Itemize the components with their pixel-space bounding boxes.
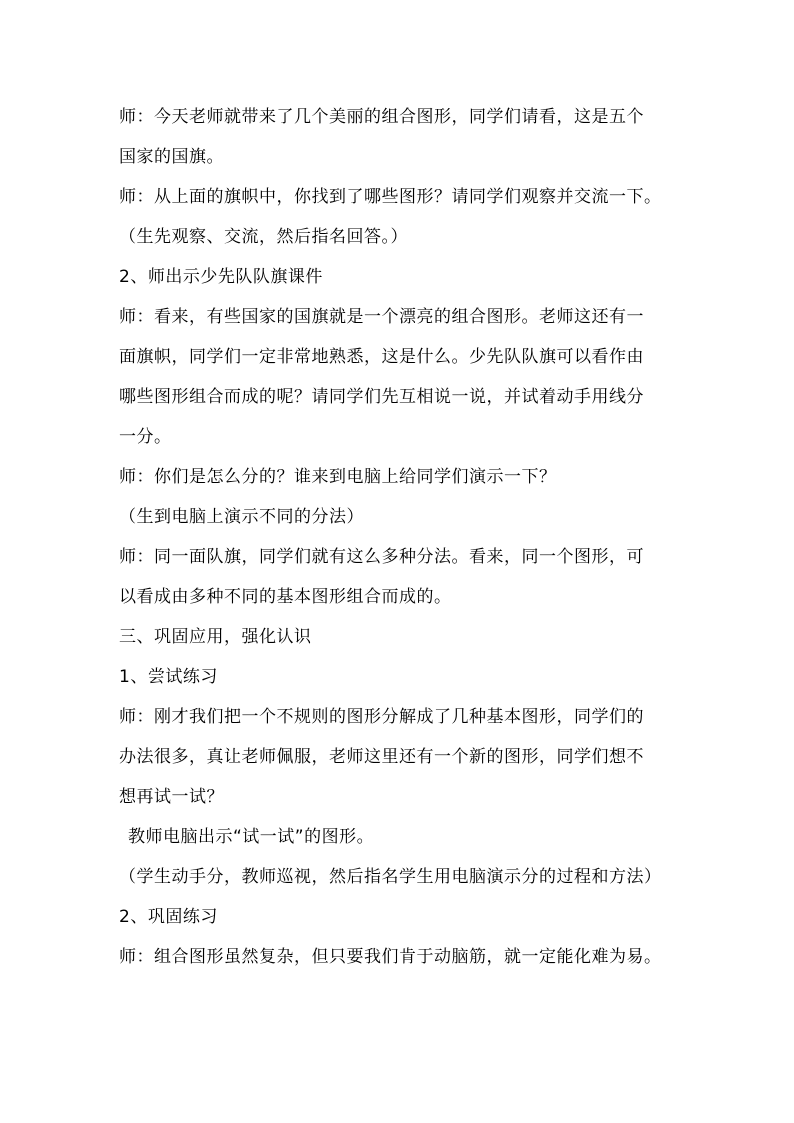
paragraph-15 xyxy=(119,937,679,977)
text-line: 以看成由多种不同的基本图形组合而成的。 xyxy=(119,587,452,607)
text-line: 一分。 xyxy=(119,427,172,447)
paragraph-5 xyxy=(119,297,679,457)
document-page xyxy=(119,97,679,977)
text-line: 办法很多，真让老师佩服，老师这里还有一个新的图形，同学们想不 xyxy=(119,747,644,767)
text-line: 面旗帜，同学们一定非常地熟悉，这是什么。少先队队旗可以看作由 xyxy=(119,347,644,367)
text-line: 师：组合图形虽然复杂，但只要我们肯于动脑筋，就一定能化难为易。 xyxy=(119,947,662,967)
text-line: 师：今天老师就带来了几个美丽的组合图形，同学们请看，这是五个 xyxy=(119,107,644,127)
text-line: 师：你们是怎么分的？谁来到电脑上给同学们演示一下？ xyxy=(119,467,557,487)
text-line: 师：刚才我们把一个不规则的图形分解成了几种基本图形，同学们的 xyxy=(119,707,644,727)
text-line: 哪些图形组合而成的呢？请同学们先互相说一说，并试着动手用线分 xyxy=(119,387,644,407)
text-line: （生先观察、交流，然后指名回答。） xyxy=(119,227,408,247)
text-line: （学生动手分，教师巡视，然后指名学生用电脑演示分的过程和方法） xyxy=(119,867,662,887)
text-line: 师：从上面的旗帜中，你找到了哪些图形？请同学们观察并交流一下。 xyxy=(119,187,662,207)
paragraph-11 xyxy=(119,697,679,817)
subheading-2 xyxy=(119,897,679,937)
text-line: 2、巩固练习 xyxy=(119,907,218,927)
paragraph-6 xyxy=(119,457,679,497)
paragraph-8 xyxy=(119,537,679,617)
text-line: 三、巩固应用，强化认识 xyxy=(119,627,312,647)
paragraph-7 xyxy=(119,497,679,537)
subheading-1 xyxy=(119,657,679,697)
text-line: 师：同一面队旗，同学们就有这么多种分法。看来，同一个图形，可 xyxy=(119,547,644,567)
text-line: 国家的国旗。 xyxy=(119,147,224,167)
paragraph-4-heading xyxy=(119,257,679,297)
text-line: 师：看来，有些国家的国旗就是一个漂亮的组合图形。老师这还有一 xyxy=(119,307,644,327)
paragraph-1 xyxy=(119,97,679,177)
section-heading-3 xyxy=(119,617,679,657)
paragraph-12 xyxy=(119,817,679,857)
text-line: 教师电脑出示“试一试”的图形。 xyxy=(128,827,375,847)
paragraph-2 xyxy=(119,177,679,217)
text-line: 2、师出示少先队队旗课件 xyxy=(119,267,323,287)
text-line: 想再试一试？ xyxy=(119,787,224,807)
text-line: （生到电脑上演示不同的分法） xyxy=(119,507,364,527)
paragraph-13 xyxy=(119,857,679,897)
paragraph-3 xyxy=(119,217,679,257)
text-line: 1、尝试练习 xyxy=(119,667,218,687)
